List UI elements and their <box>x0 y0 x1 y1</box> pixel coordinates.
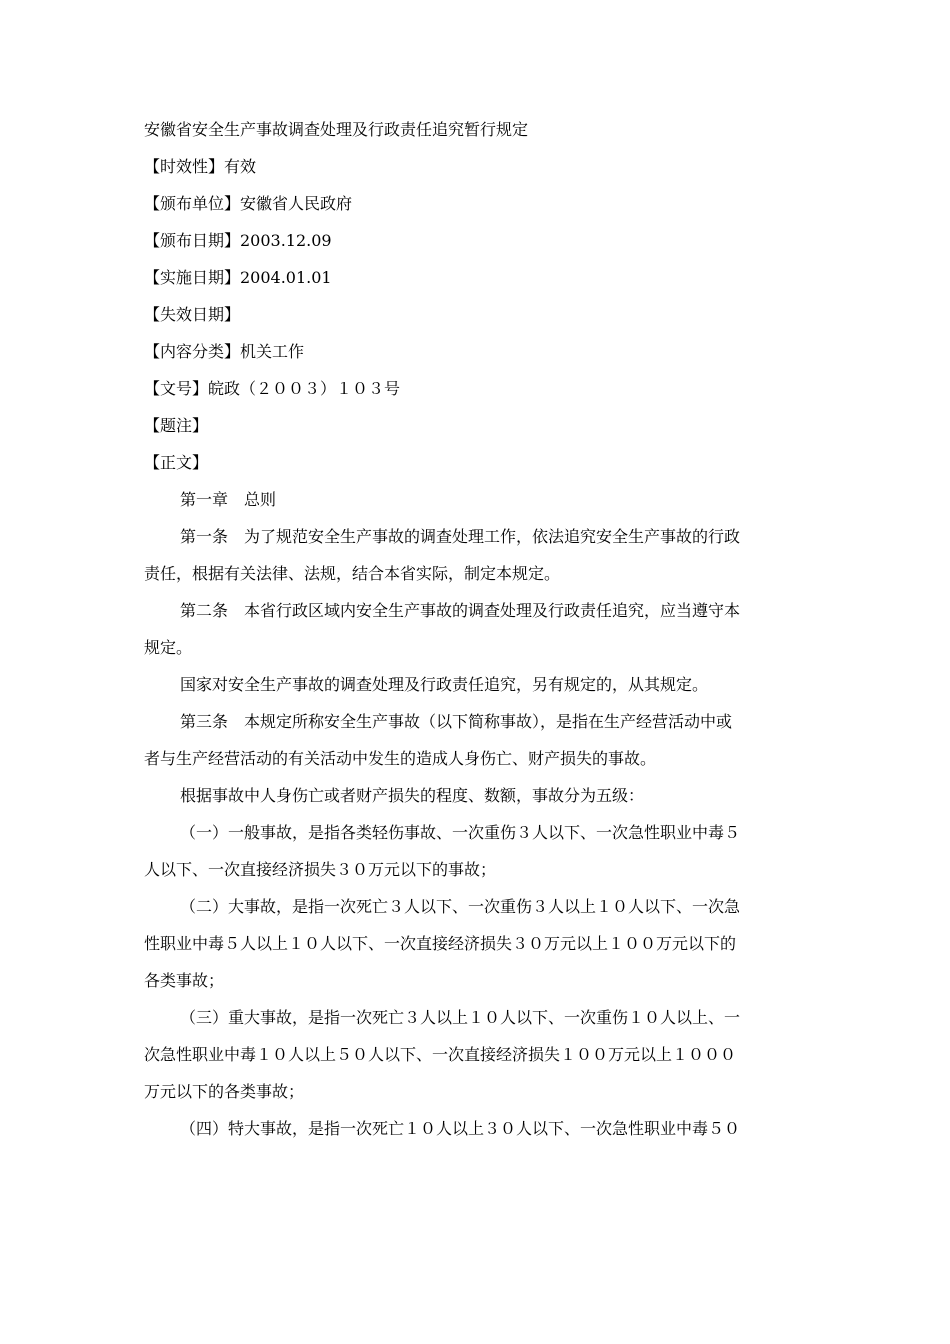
meta-body-label: 【正文】 <box>144 453 209 472</box>
item-3 <box>144 1008 808 1102</box>
paragraph-line: 第二条 本省行政区域内安全生产事故的调查处理及行政责任追究，应当遵守本 <box>180 601 741 620</box>
paragraph-line: （一）一般事故，是指各类轻伤事故、一次重伤３人以下、一次急性职业中毒５ <box>180 823 741 842</box>
paragraph-line: 国家对安全生产事故的调查处理及行政责任追究，另有规定的，从其规定。 <box>180 675 709 694</box>
article-2-clause <box>144 675 808 695</box>
meta-note: 【题注】 <box>144 416 209 435</box>
paragraph-line: （三）重大事故，是指一次死亡３人以上１０人以下、一次重伤１０人以上、一 <box>180 1008 741 1027</box>
article-1 <box>144 527 808 584</box>
item-2 <box>144 897 808 991</box>
document-title: 安徽省安全生产事故调查处理及行政责任追究暂行规定 <box>144 120 529 139</box>
paragraph-line: 各类事故； <box>144 971 225 990</box>
paragraph-line: 第一条 为了规范安全生产事故的调查处理工作，依法追究安全生产事故的行政 <box>180 527 741 546</box>
paragraph-line: 第三条 本规定所称安全生产事故（以下简称事故），是指在生产经营活动中或 <box>180 712 733 731</box>
paragraph-line: 根据事故中人身伤亡或者财产损失的程度、数额，事故分为五级： <box>180 786 645 805</box>
paragraph-line: 第一章 总则 <box>180 490 277 509</box>
document-page <box>144 120 808 1156</box>
paragraph-line: （二）大事故，是指一次死亡３人以下、一次重伤３人以上１０人以下、一次急 <box>180 897 741 916</box>
meta-expiry-date: 【失效日期】 <box>144 305 241 324</box>
item-4 <box>144 1119 808 1139</box>
meta-category: 【内容分类】机关工作 <box>144 342 305 361</box>
meta-issue-date: 【颁布日期】2003.12.09 <box>144 231 332 250</box>
paragraph-line: 责任，根据有关法律、法规，结合本省实际，制定本规定。 <box>144 564 561 583</box>
paragraph-line: 规定。 <box>144 638 193 657</box>
meta-effective-date: 【实施日期】2004.01.01 <box>144 268 332 287</box>
article-2 <box>144 601 808 658</box>
paragraph-line: 人以下、一次直接经济损失３０万元以下的事故； <box>144 860 497 879</box>
paragraph-line: （四）特大事故，是指一次死亡１０人以上３０人以下、一次急性职业中毒５０ <box>180 1119 741 1138</box>
item-1 <box>144 823 808 880</box>
chapter-heading <box>144 490 808 510</box>
meta-validity: 【时效性】有效 <box>144 157 257 176</box>
paragraph-line: 性职业中毒５人以上１０人以下、一次直接经济损失３０万元以上１００万元以下的 <box>144 934 737 953</box>
paragraph-line: 万元以下的各类事故； <box>144 1082 305 1101</box>
paragraph-line: 次急性职业中毒１０人以上５０人以下、一次直接经济损失１００万元以上１０００ <box>144 1045 737 1064</box>
article-3-classification <box>144 786 808 806</box>
meta-issuer: 【颁布单位】安徽省人民政府 <box>144 194 353 213</box>
article-3 <box>144 712 808 769</box>
meta-document-number: 【文号】皖政（２００３）１０３号 <box>144 379 401 398</box>
paragraph-line: 者与生产经营活动的有关活动中发生的造成人身伤亡、财产损失的事故。 <box>144 749 657 768</box>
